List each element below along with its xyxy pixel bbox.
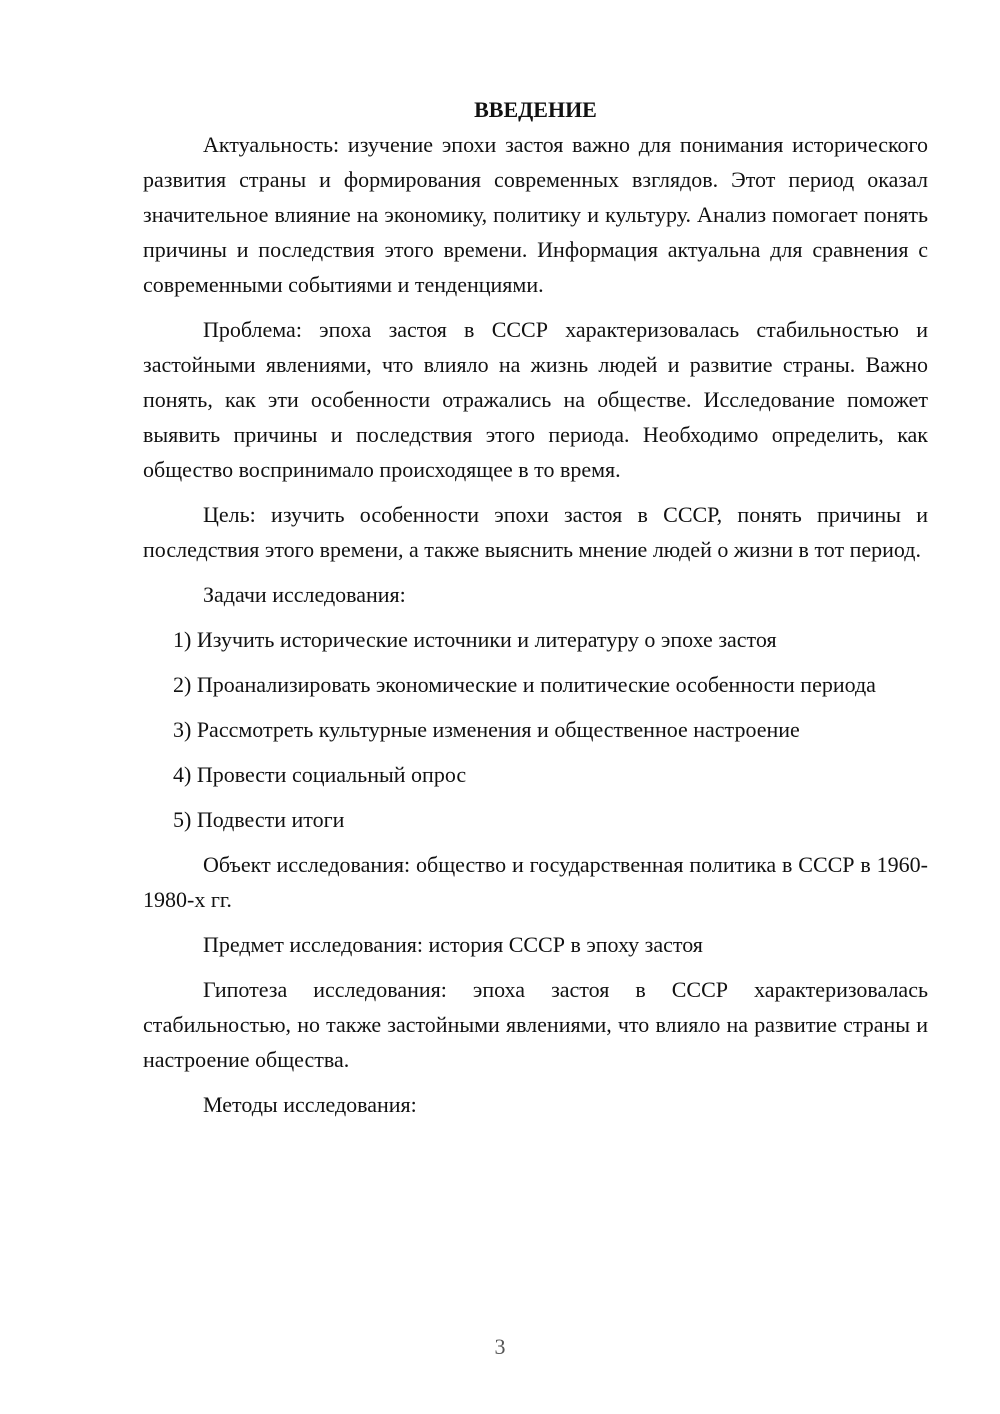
task-item-1: 1) Изучить исторические источники и литературу о эпохе застоя [173, 627, 777, 652]
problem-paragraph: Проблема: эпоха застоя в СССР характеризовалась стабильностью и застойными явлениями, что влияло на жизнь людей и развитие страны. Важно понять, как эти особенности отражались на обществе. Исследование поможет выявить причины и последствия этого периода. Необходимо определить, как общество воспринимало происходящее в то время. [143, 317, 928, 482]
task-item-2: 2) Проанализировать экономические и политические особенности периода [173, 672, 876, 697]
relevance-paragraph: Актуальность: изучение эпохи застоя важно для понимания исторического развития страны и формирования современных взглядов. Этот период оказал значительное влияние на экономику, политику и культуру. Анализ помогает понять причины и последствия этого времени. Информация актуальна для сравнения с современными событиями и тенденциями. [143, 132, 928, 297]
page-number: 3 [494, 1334, 506, 1359]
hypothesis-paragraph: Гипотеза исследования: эпоха застоя в СССР характеризовалась стабильностью, но также застойными явлениями, что влияло на развитие страны и настроение общества. [143, 977, 928, 1072]
task-item-5: 5) Подвести итоги [173, 807, 345, 832]
tasks-heading: Задачи исследования: [203, 582, 406, 607]
methods-heading: Методы исследования: [203, 1092, 417, 1117]
document-page [143, 92, 928, 1132]
goal-paragraph: Цель: изучить особенности эпохи застоя в СССР, понять причины и последствия этого времени, а также выяснить мнение людей о жизни в тот период. [143, 502, 928, 562]
object-paragraph: Объект исследования: общество и государственная политика в СССР в 1960-1980-х гг. [143, 852, 928, 912]
task-item-3: 3) Рассмотреть культурные изменения и общественное настроение [173, 717, 800, 742]
task-item-4: 4) Провести социальный опрос [173, 762, 467, 787]
section-heading: ВВЕДЕНИЕ [474, 97, 597, 122]
subject-paragraph: Предмет исследования: история СССР в эпоху застоя [203, 932, 703, 957]
